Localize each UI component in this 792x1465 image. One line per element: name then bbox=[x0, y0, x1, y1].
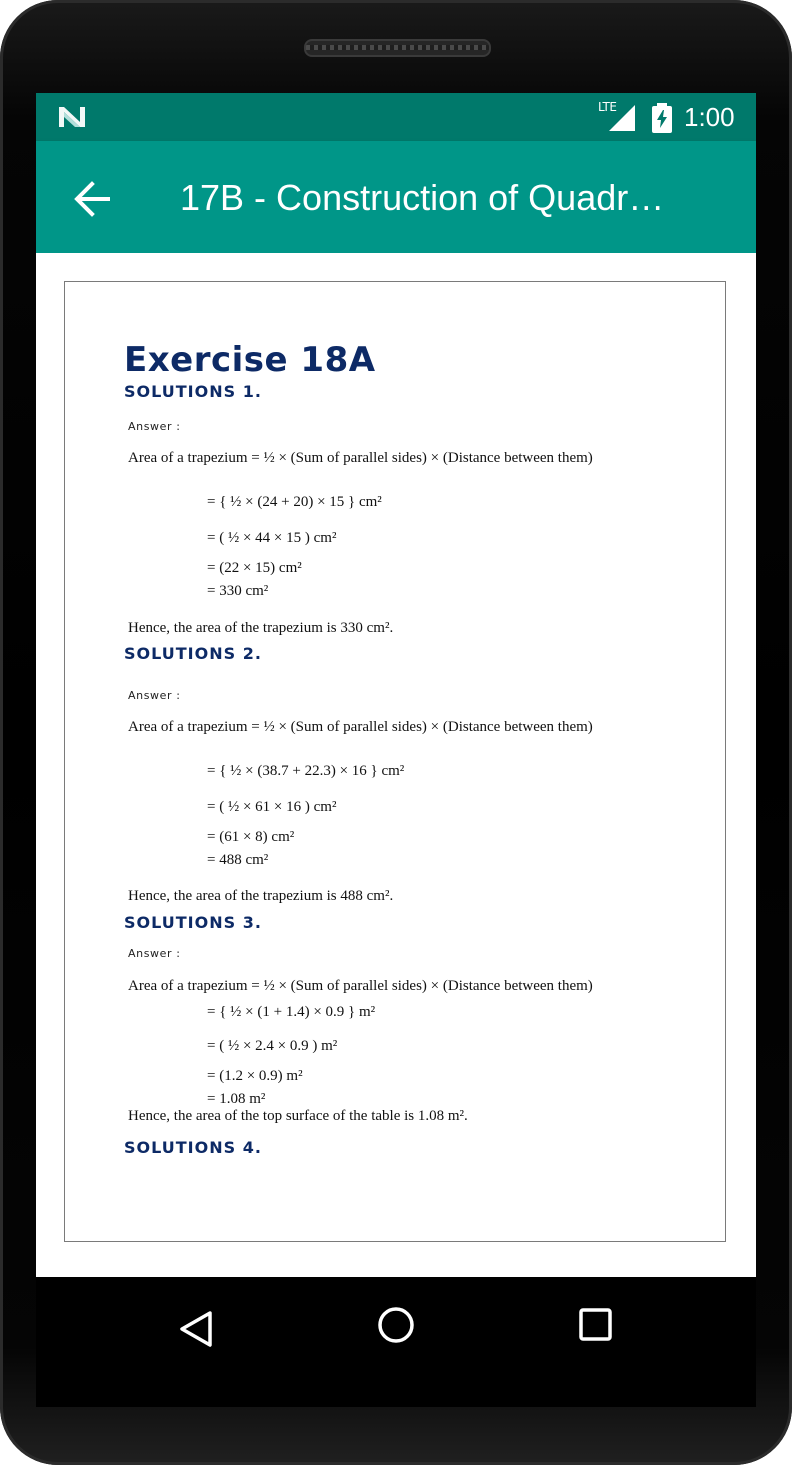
nav-recents-button[interactable] bbox=[566, 1299, 626, 1359]
solution-heading-2: SOLUTIONS 2. bbox=[124, 644, 262, 663]
signal-icon bbox=[607, 105, 635, 131]
battery-charging-icon bbox=[651, 103, 673, 133]
nav-recents-icon bbox=[566, 1299, 626, 1359]
answer-label-3: Answer : bbox=[128, 947, 181, 960]
step-2-1: = { ½ × (38.7 + 22.3) × 16 } cm² bbox=[207, 763, 405, 779]
n-logo-icon bbox=[57, 105, 87, 129]
conclusion-3: Hence, the area of the top surface of the table is 1.08 m². bbox=[128, 1108, 468, 1124]
answer-label-2: Answer : bbox=[128, 689, 181, 702]
back-button[interactable] bbox=[64, 171, 120, 227]
solution-heading-4: SOLUTIONS 4. bbox=[124, 1138, 262, 1157]
step-3-3: = (1.2 × 0.9) m² bbox=[207, 1068, 303, 1084]
step-3-2: = ( ½ × 2.4 × 0.9 ) m² bbox=[207, 1038, 338, 1054]
step-2-2: = ( ½ × 61 × 16 ) cm² bbox=[207, 799, 337, 815]
conclusion-2: Hence, the area of the trapezium is 488 cm². bbox=[128, 888, 394, 904]
arrow-back-icon bbox=[64, 171, 120, 227]
status-bar bbox=[36, 93, 756, 141]
solution-heading-1: SOLUTIONS 1. bbox=[124, 382, 262, 401]
step-1-1: = { ½ × (24 + 20) × 15 } cm² bbox=[207, 494, 382, 510]
answer-label-1: Answer : bbox=[128, 420, 181, 433]
screen bbox=[36, 93, 756, 1277]
app-bar bbox=[36, 141, 756, 253]
speaker-grille bbox=[304, 39, 491, 57]
solution-heading-3: SOLUTIONS 3. bbox=[124, 913, 262, 932]
nav-back-icon bbox=[166, 1299, 226, 1359]
step-3-1: = { ½ × (1 + 1.4) × 0.9 } m² bbox=[207, 1004, 376, 1020]
conclusion-1: Hence, the area of the trapezium is 330 cm². bbox=[128, 620, 394, 636]
step-3-4: = 1.08 m² bbox=[207, 1091, 266, 1107]
page-title: 17B - Construction of Quadr… bbox=[180, 177, 665, 218]
step-1-4: = 330 cm² bbox=[207, 583, 269, 599]
document-page bbox=[64, 281, 726, 1242]
nav-home-button[interactable] bbox=[366, 1299, 426, 1359]
nav-home-icon bbox=[366, 1299, 426, 1359]
clock: 1:00 bbox=[684, 102, 735, 132]
nav-back-button[interactable] bbox=[166, 1299, 226, 1359]
step-1-3: = (22 × 15) cm² bbox=[207, 560, 302, 576]
step-2-4: = 488 cm² bbox=[207, 852, 269, 868]
navigation-bar bbox=[36, 1277, 756, 1407]
step-1-2: = ( ½ × 44 × 15 ) cm² bbox=[207, 530, 337, 546]
network-type-label: LTE bbox=[598, 100, 617, 114]
exercise-title: Exercise 18A bbox=[124, 340, 376, 380]
formula-2: Area of a trapezium = ½ × (Sum of parallel sides) × (Distance between them) bbox=[128, 719, 593, 735]
document-viewer[interactable] bbox=[36, 253, 756, 1277]
formula-3: Area of a trapezium = ½ × (Sum of parallel sides) × (Distance between them) bbox=[128, 978, 593, 994]
formula-1: Area of a trapezium = ½ × (Sum of parallel sides) × (Distance between them) bbox=[128, 450, 593, 466]
step-2-3: = (61 × 8) cm² bbox=[207, 829, 295, 845]
